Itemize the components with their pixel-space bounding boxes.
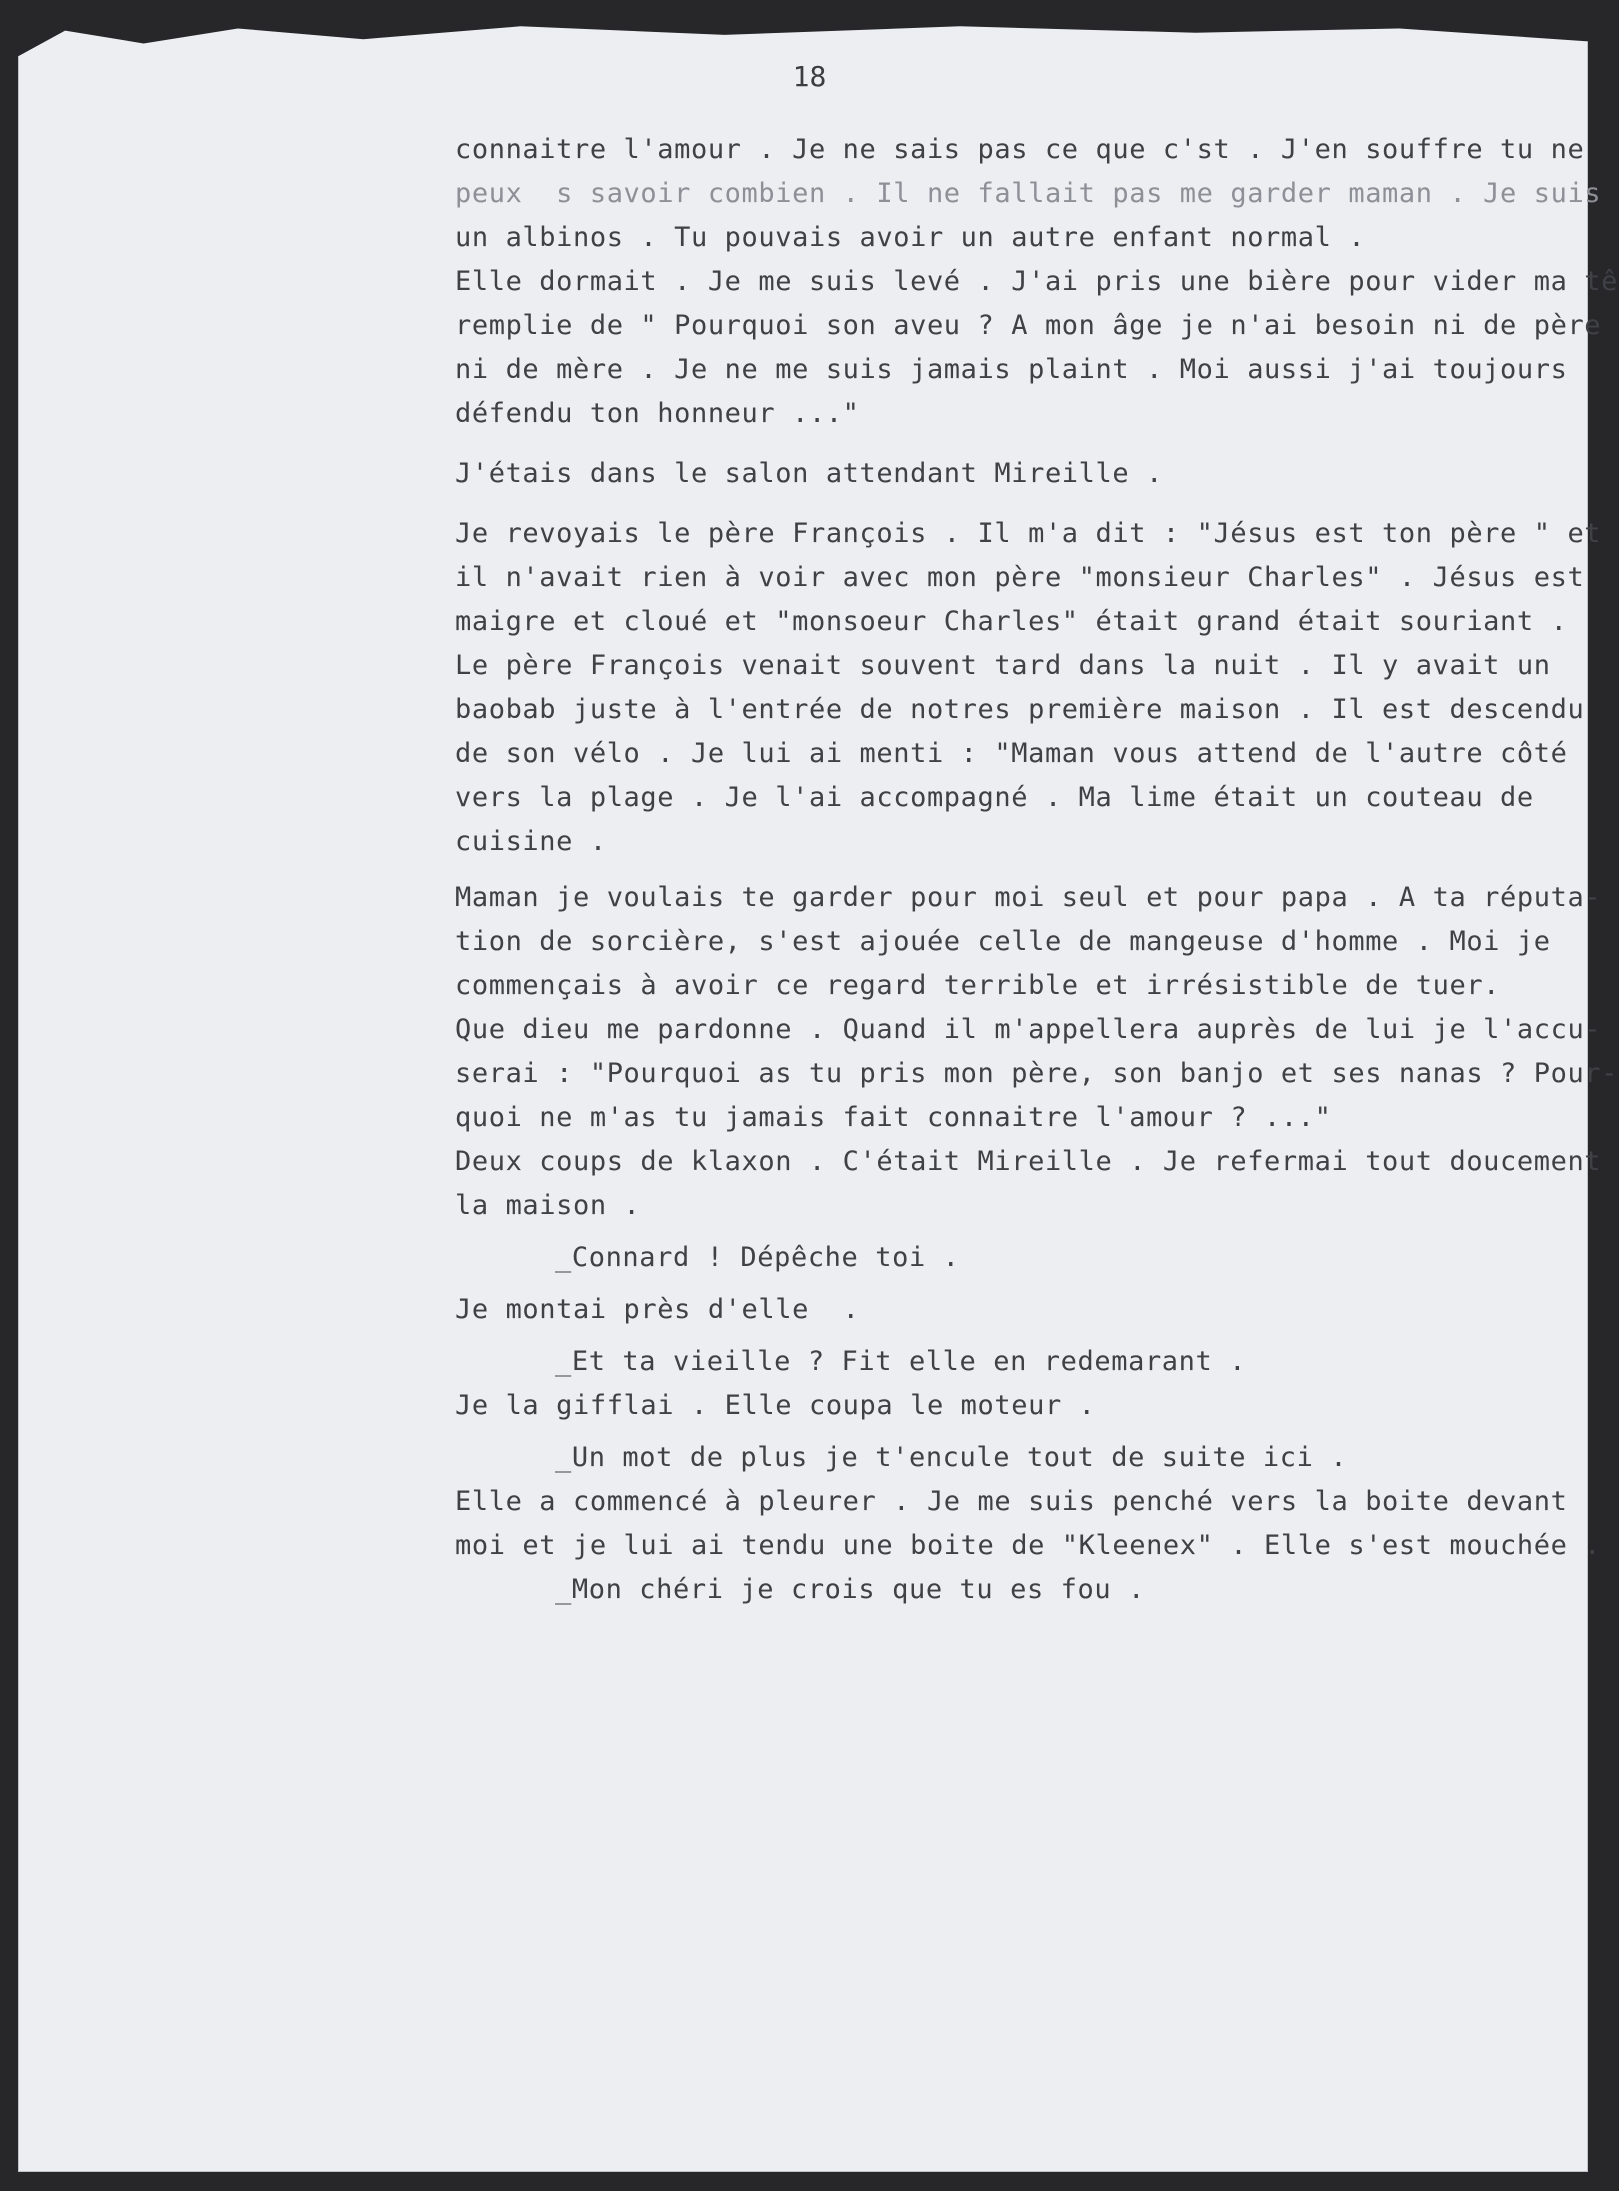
text-line: quoi ne m'as tu jamais fait connaitre l'amour ? ..." — [455, 1102, 1332, 1133]
text-line: Je la gifflai . Elle coupa le moteur . — [455, 1390, 1096, 1421]
text-line: _Un mot de plus je t'encule tout de suite ici . — [555, 1442, 1348, 1473]
text-line: Maman je voulais te garder pour moi seul et pour papa . A ta réputa- — [455, 882, 1602, 913]
text-line: tion de sorcière, s'est ajouée celle de mangeuse d'homme . Moi je — [455, 926, 1551, 957]
text-line: commençais à avoir ce regard terrible et irrésistible de tuer. — [455, 970, 1501, 1001]
text-line: Elle dormait . Je me suis levé . J'ai pris une bière pour vider ma tê — [455, 266, 1619, 297]
text-line: moi et je lui ai tendu une boite de "Kleenex" . Elle s'est mouchée . — [455, 1530, 1602, 1561]
page-number: 18 — [792, 60, 827, 93]
text-line: Je revoyais le père François . Il m'a dit : "Jésus est ton père " et — [455, 518, 1602, 549]
text-line: un albinos . Tu pouvais avoir un autre enfant normal . — [455, 222, 1366, 253]
text-line: Que dieu me pardonne . Quand il m'appellera auprès de lui je l'accu- — [455, 1014, 1602, 1045]
text-line: _Connard ! Dépêche toi . — [555, 1242, 960, 1273]
text-line: _Et ta vieille ? Fit elle en redemarant . — [555, 1346, 1247, 1377]
text-line: connaitre l'amour . Je ne sais pas ce que c'st . J'en souffre tu ne — [455, 134, 1585, 165]
text-line: serai : "Pourquoi as tu pris mon père, son banjo et ses nanas ? Pour- — [455, 1058, 1619, 1089]
text-line: J'étais dans le salon attendant Mireille . — [455, 458, 1163, 489]
text-line: la maison . — [455, 1190, 641, 1221]
body-text — [455, 128, 1619, 1612]
text-line: Elle a commencé à pleurer . Je me suis penché vers la boite devant — [455, 1486, 1568, 1517]
text-line: ni de mère . Je ne me suis jamais plaint . Moi aussi j'ai toujours — [455, 354, 1568, 385]
text-line: de son vélo . Je lui ai menti : "Maman vous attend de l'autre côté — [455, 738, 1568, 769]
text-line: maigre et cloué et "monsoeur Charles" était grand était souriant . — [455, 606, 1568, 637]
text-line: Le père François venait souvent tard dans la nuit . Il y avait un — [455, 650, 1551, 681]
text-line: cuisine . — [455, 826, 607, 857]
text-line: défendu ton honneur ..." — [455, 398, 860, 429]
text-line: Je montai près d'elle . — [455, 1294, 860, 1325]
text-line: il n'avait rien à voir avec mon père "monsieur Charles" . Jésus est — [455, 562, 1585, 593]
text-line: _Mon chéri je crois que tu es fou . — [555, 1574, 1145, 1605]
text-line: remplie de " Pourquoi son aveu ? A mon âge je n'ai besoin ni de père — [455, 310, 1602, 341]
text-line: Deux coups de klaxon . C'était Mireille . Je refermai tout doucement — [455, 1146, 1602, 1177]
text-line: vers la plage . Je l'ai accompagné . Ma lime était un couteau de — [455, 782, 1534, 813]
text-line: baobab juste à l'entrée de notres première maison . Il est descendu — [455, 694, 1585, 725]
text-line: peux s savoir combien . Il ne fallait pas me garder maman . Je suis — [455, 178, 1602, 209]
